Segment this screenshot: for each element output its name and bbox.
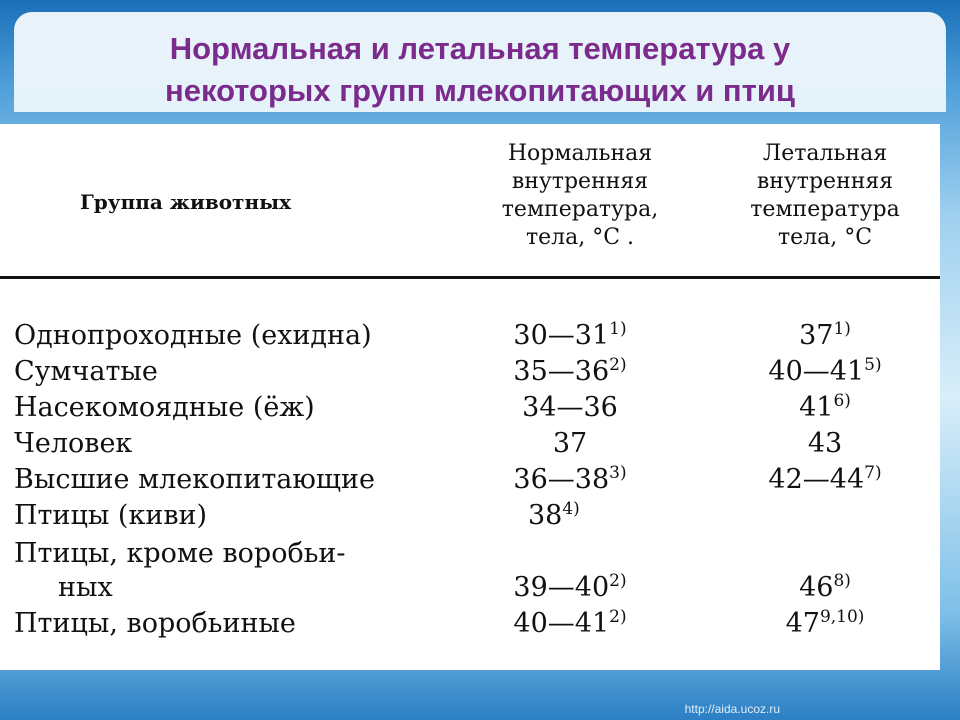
table-row xyxy=(0,428,940,466)
row-lethal-temp: 37$^{1)}$ xyxy=(799,319,851,351)
header-normal-line: Нормальная xyxy=(507,141,653,166)
row-normal-temp: 37 xyxy=(552,428,588,459)
row-group-name: Однопроходные (ехидна) xyxy=(14,320,372,351)
table-row xyxy=(0,320,940,358)
header-lethal-line: тела, °C xyxy=(777,225,873,250)
row-group-name: Птицы, воробьиные xyxy=(14,608,296,639)
header-divider xyxy=(0,276,940,279)
source-url: http://aida.ucoz.ru xyxy=(684,702,780,716)
header-group: Группа животных xyxy=(80,190,292,214)
table-row-continuation xyxy=(0,572,940,610)
row-lethal-temp: 41$^{6)}$ xyxy=(799,391,851,423)
table-row xyxy=(0,356,940,394)
row-group-name: Высшие млекопитающие xyxy=(14,464,375,495)
row-group-name: Птицы (киви) xyxy=(14,500,208,531)
row-lethal-temp: 43 xyxy=(807,428,843,459)
header-lethal-line: Летальная xyxy=(762,141,888,166)
row-normal-temp: 38$^{4)}$ xyxy=(528,499,580,531)
row-normal-temp: 36—38$^{3)}$ xyxy=(513,463,627,495)
table-row xyxy=(0,538,940,576)
row-lethal-temp: 40—41$^{5)}$ xyxy=(768,355,882,387)
header-lethal-line: внутренняя xyxy=(756,169,894,194)
row-normal-temp: 39—40$^{2)}$ xyxy=(513,571,627,603)
row-group-name: Человек xyxy=(14,428,133,459)
table-row xyxy=(0,464,940,502)
row-group-name-continuation: ных xyxy=(58,572,113,603)
row-lethal-temp: 47$^{9,10)}$ xyxy=(785,607,865,639)
header-normal-line: температура, xyxy=(501,197,659,222)
row-group-name: Птицы, кроме воробьи- xyxy=(14,538,346,569)
header-lethal-line: температура xyxy=(750,197,900,222)
row-lethal-temp: 46$^{8)}$ xyxy=(799,571,851,603)
row-normal-temp: 34—36 xyxy=(522,392,618,423)
slide-title xyxy=(0,28,960,112)
header-normal-temp xyxy=(470,140,690,252)
row-lethal-temp: 42—44$^{7)}$ xyxy=(768,463,882,495)
slide-title-line-1: Нормальная и летальная температура у xyxy=(169,31,791,66)
header-normal-line: тела, °C . xyxy=(525,225,635,250)
row-group-name: Сумчатые xyxy=(14,356,158,387)
row-normal-temp: 40—41$^{2)}$ xyxy=(513,607,627,639)
table-row xyxy=(0,392,940,430)
row-normal-temp: 30—31$^{1)}$ xyxy=(513,319,627,351)
header-normal-line: внутренняя xyxy=(511,169,649,194)
table-row xyxy=(0,500,940,538)
table-row xyxy=(0,608,940,646)
header-lethal-temp xyxy=(715,140,935,252)
temperature-table xyxy=(0,124,940,670)
row-normal-temp: 35—36$^{2)}$ xyxy=(513,355,627,387)
row-group-name: Насекомоядные (ёж) xyxy=(14,392,315,423)
slide-title-line-2: некоторых групп млекопитающих и птиц xyxy=(165,73,795,108)
